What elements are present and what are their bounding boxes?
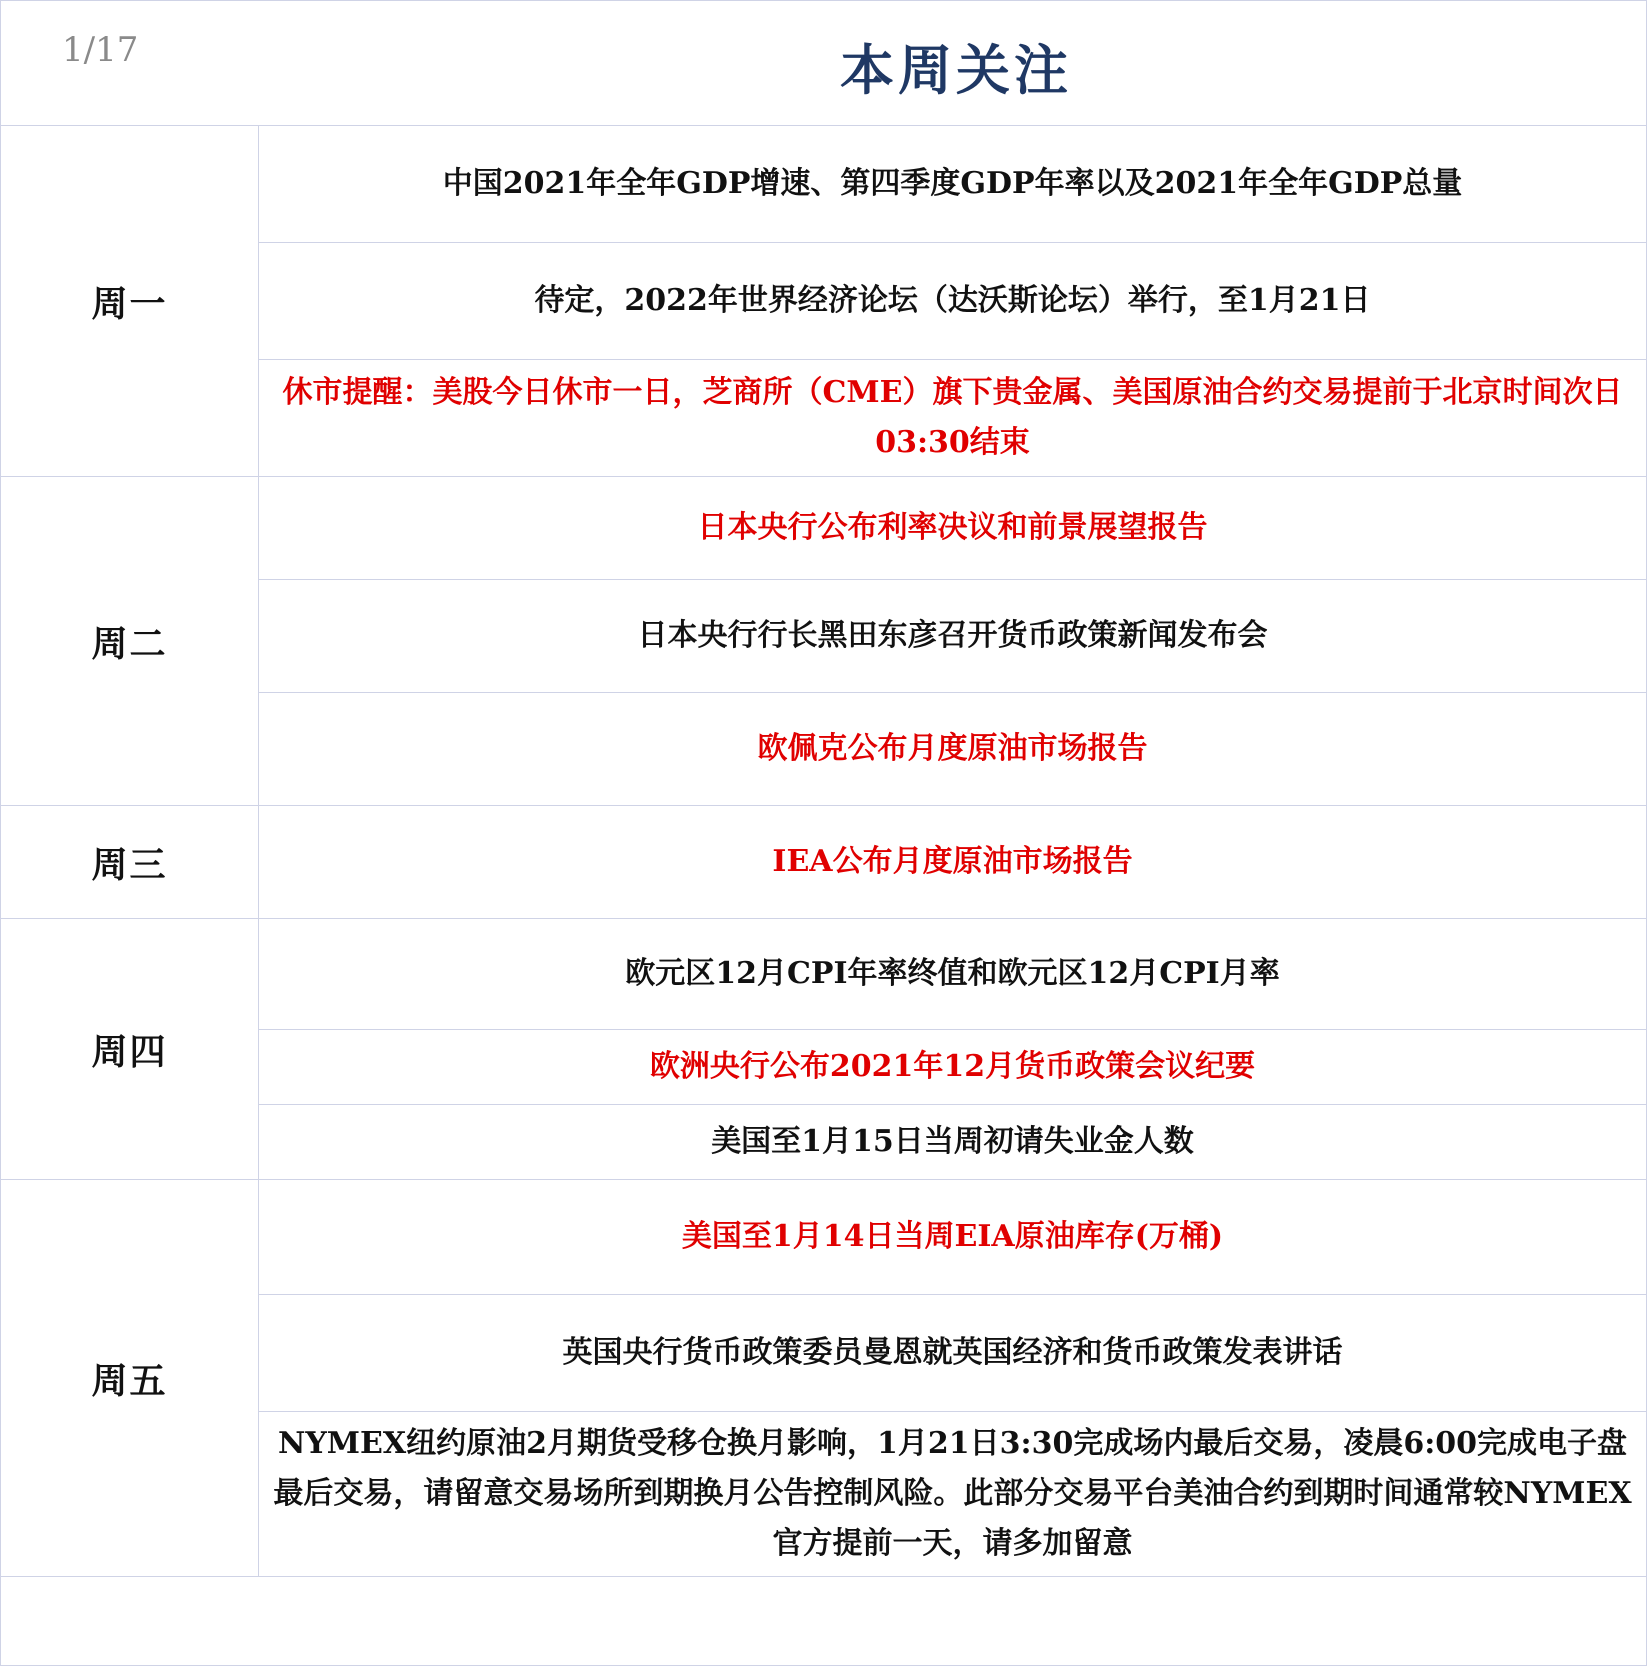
event-cell: 待定，2022年世界经济论坛（达沃斯论坛）举行，至1月21日 [259,243,1647,360]
table-row [1,919,1647,1030]
table-row [1,477,1647,580]
event-cell: 美国至1月15日当周初请失业金人数 [259,1105,1647,1180]
event-cell-highlight: 美国至1月14日当周EIA原油库存(万桶) [259,1180,1647,1295]
event-cell-highlight: 日本央行公布利率决议和前景展望报告 [259,477,1647,580]
event-cell-highlight: 欧佩克公布月度原油市场报告 [259,693,1647,806]
day-label-wednesday: 周三 [1,806,259,919]
event-cell: 日本央行行长黑田东彦召开货币政策新闻发布会 [259,580,1647,693]
day-label-tuesday: 周二 [1,477,259,806]
event-cell-highlight: 欧洲央行公布2021年12月货币政策会议纪要 [259,1030,1647,1105]
event-cell: NYMEX纽约原油2月期货受移仓换月影响，1月21日3:30完成场内最后交易，凌晨6:00完成电子盘最后交易，请留意交易场所到期换月公告控制风险。此部分交易平台美油合约到期时间通常较NYMEX官方提前一天，请多加留意 [259,1412,1647,1577]
page-title: 本周关注 [840,38,1072,102]
page-indicator: 1/17 [62,30,139,70]
event-cell: 中国2021年全年GDP增速、第四季度GDP年率以及2021年全年GDP总量 [259,126,1647,243]
event-cell: 英国央行货币政策委员曼恩就英国经济和货币政策发表讲话 [259,1295,1647,1412]
table-row [1,806,1647,919]
event-cell: 欧元区12月CPI年率终值和欧元区12月CPI月率 [259,919,1647,1030]
event-cell-highlight: IEA公布月度原油市场报告 [259,806,1647,919]
day-label-thursday: 周四 [1,919,259,1180]
event-cell-highlight: 休市提醒：美股今日休市一日，芝商所（CME）旗下贵金属、美国原油合约交易提前于北京时间次日03:30结束 [259,360,1647,477]
day-label-friday: 周五 [1,1180,259,1577]
table-row [1,126,1647,243]
day-label-monday: 周一 [1,126,259,477]
table-row [1,1180,1647,1295]
schedule-table [0,125,1647,1577]
header [0,0,1645,126]
